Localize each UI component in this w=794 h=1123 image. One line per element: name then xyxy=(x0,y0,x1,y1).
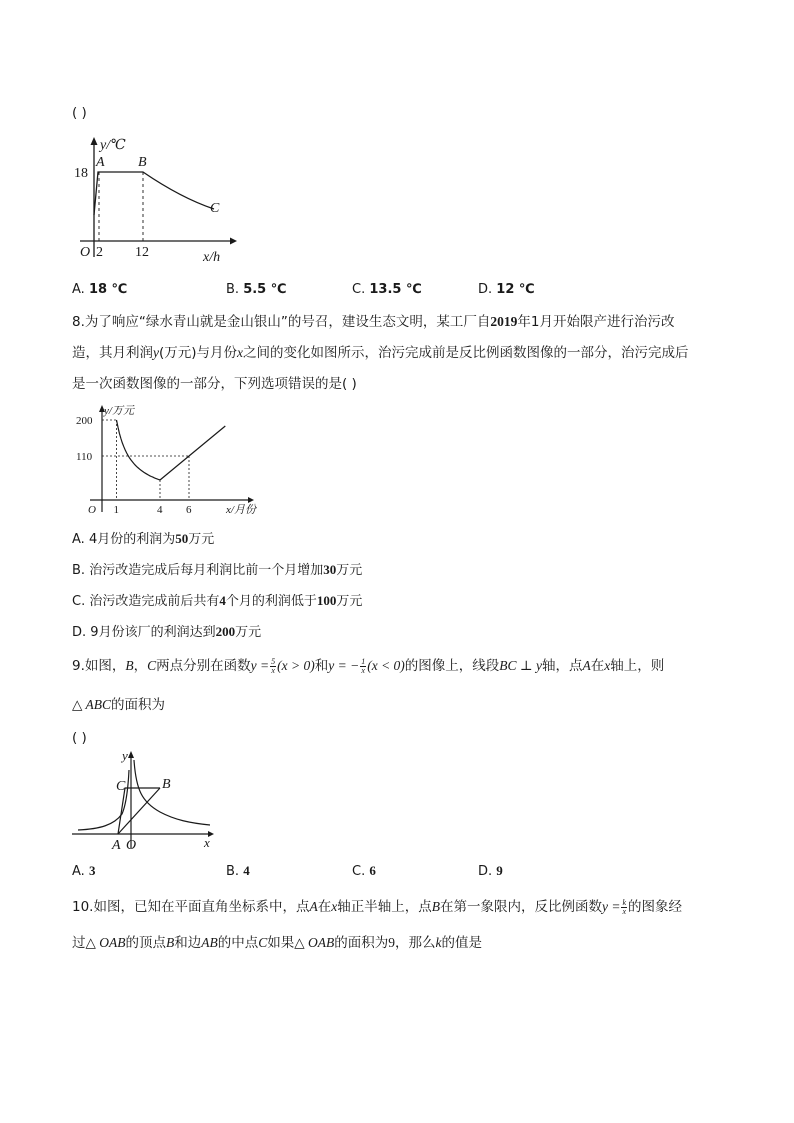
q8-xlabel: x/月份 xyxy=(226,504,256,516)
q9-label-x: x xyxy=(204,835,210,850)
q9-curve-positive xyxy=(134,760,210,825)
q8-series-inverse-curve xyxy=(117,420,161,480)
q9-option-c[interactable]: C. 6 xyxy=(352,863,376,879)
q8-ytick-200: 200 xyxy=(76,415,93,427)
q7-figure xyxy=(70,135,240,265)
q8-chart xyxy=(72,400,272,520)
q7-xtick-2: 2 xyxy=(96,245,103,260)
q8-series-linear xyxy=(160,426,225,480)
q7-ytick-18: 18 xyxy=(74,166,88,181)
q7-point-a: A xyxy=(96,155,105,170)
q9-label-b: B xyxy=(162,777,171,792)
q8-xtick-4: 4 xyxy=(157,504,163,516)
q7-option-b[interactable]: B. 5.5 ℃ xyxy=(226,282,287,297)
q7-temperature-curve xyxy=(94,172,214,215)
q7-point-b: B xyxy=(138,155,147,170)
q10-stem-line1: 10.如图，已知在平面直角坐标系中，点A在x轴正半轴上，点B在第一象限内，反比例函数y = $\frac{k}{x}$ 的图象经 xyxy=(72,897,683,916)
q9-option-d[interactable]: D. 9 xyxy=(478,863,503,879)
q8-stem-line1: 8.为了响应“绿水青山就是金山银山”的号召，建设生态文明，某工厂自2019年1月开始限产进行治污改 xyxy=(72,314,675,330)
q10-fraction-k-over-x: $\frac{k}{x}$ xyxy=(622,897,627,916)
q7-option-a[interactable]: A. 18 ℃ xyxy=(72,282,128,297)
q9-label-y: y xyxy=(122,748,128,763)
q9-y-arrow xyxy=(128,751,134,758)
q7-xtick-12: 12 xyxy=(135,245,149,260)
q9-label-a: A xyxy=(112,838,121,853)
q7-point-c: C xyxy=(210,201,220,216)
q7-option-c[interactable]: C. 13.5 ℃ xyxy=(352,282,422,297)
q8-stem-line3: 是一次函数图像的一部分，下列选项错误的是( ) xyxy=(72,376,357,392)
q8-xtick-6: 6 xyxy=(186,504,192,516)
q8-origin: O xyxy=(88,504,96,516)
q9-stem-line1: 9.如图，B，C两点分别在函数y = $\frac{5}{x}$ (x > 0)和y = − $\frac{1}{x}$ (x < 0)的图像上，线段BC ⊥ y轴，点A在x轴上，则 xyxy=(72,656,665,675)
q9-option-b[interactable]: B. 4 xyxy=(226,863,250,879)
q8-option-d[interactable]: D. 9月份该厂的利润达到200万元 xyxy=(72,624,262,640)
q10-stem-line2: 过△ OAB的顶点B和边AB的中点C如果△ OAB的面积为9，那么k的值是 xyxy=(72,935,483,951)
q9-option-a[interactable]: A. 3 xyxy=(72,863,96,879)
q8-xtick-1: 1 xyxy=(113,504,119,516)
q8-option-b[interactable]: B. 治污改造完成后每月利润比前一个月增加30万元 xyxy=(72,562,363,578)
q9-stem-line2: △ ABC的面积为 xyxy=(72,697,166,713)
q8-stem-line2: 造，其月利润y(万元)与月份x之间的变化如图所示，治污完成前是反比例函数图像的一部分，治污完成后 xyxy=(72,345,689,361)
q7-ylabel: y/℃ xyxy=(100,138,126,153)
q9-figure xyxy=(70,748,220,853)
q8-ylabel: y/万元 xyxy=(104,405,134,417)
q7-origin: O xyxy=(80,245,91,260)
q7-y-arrow xyxy=(91,137,98,145)
q7-option-d[interactable]: D. 12 ℃ xyxy=(478,282,535,297)
q9-fraction-1-over-x: $\frac{1}{x}$ xyxy=(361,656,366,675)
q7-xlabel: x/h xyxy=(203,250,221,265)
q8-option-c[interactable]: C. 治污改造完成前后共有4个月的利润低于100万元 xyxy=(72,593,363,609)
q9-label-c: C xyxy=(116,779,126,794)
q8-ytick-110: 110 xyxy=(76,451,93,463)
q8-x-arrow xyxy=(248,497,254,503)
q8-option-a[interactable]: A. 4月份的利润为50万元 xyxy=(72,531,215,547)
q9-fraction-5-over-x: $\frac{5}{x}$ xyxy=(271,656,276,675)
q7-x-arrow xyxy=(230,238,237,245)
q9-answer-paren: ( ) xyxy=(72,730,87,746)
q7-answer-paren: ( ) xyxy=(72,105,87,121)
q9-label-o: O xyxy=(126,838,137,853)
